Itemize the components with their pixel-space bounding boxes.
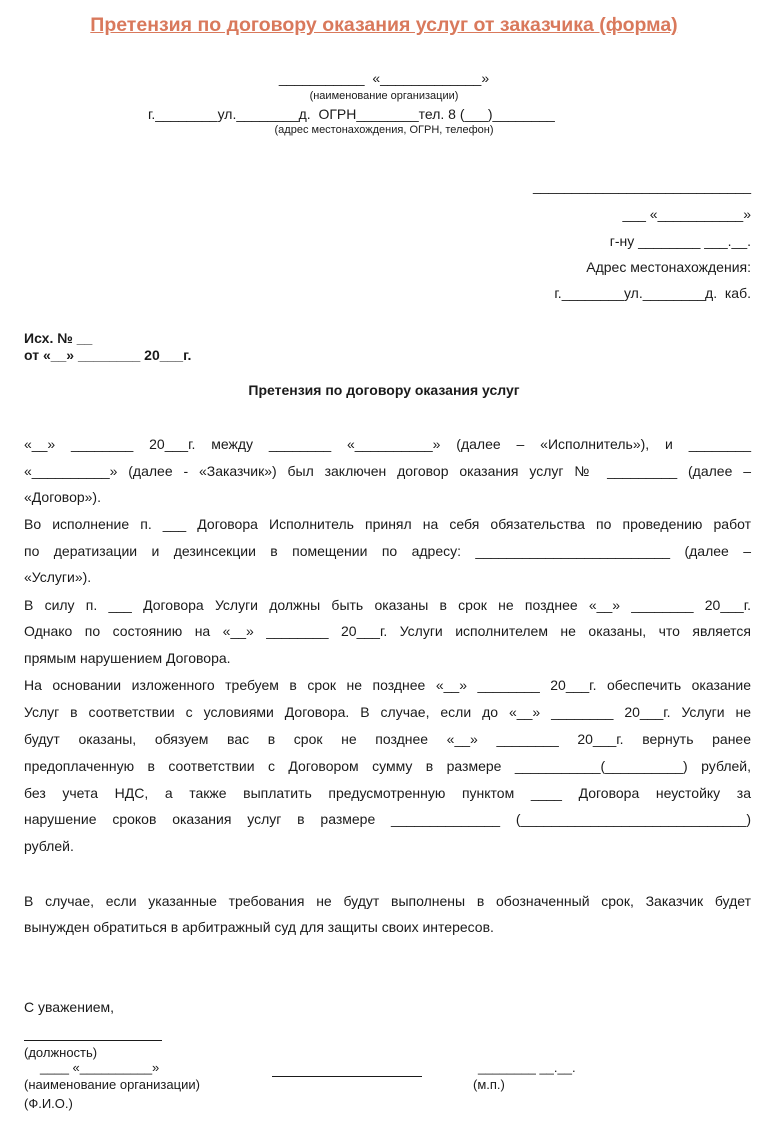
outgoing-date: от «__» ________ 20___г. <box>24 347 192 363</box>
recipient-line-2: ___ «___________» <box>622 206 751 222</box>
paragraph-2-line-1: Во исполнение п. ___ Договора Исполнитель принял на себя обязательства по проведению работ <box>24 516 751 532</box>
outgoing-number: Исх. № __ <box>24 330 93 346</box>
paragraph-4-line-1: На основании изложенного требуем в срок не позднее «__» ________ 20___г. обеспечить оказание <box>24 677 751 693</box>
sender-name-line: ___________ «_____________» <box>278 70 490 86</box>
organization-line: ____ «__________» <box>40 1060 160 1075</box>
paragraph-4-line-3: будут оказаны, обязуем вас в срок не позднее «__» ________ 20___г. вернуть ранее <box>24 731 751 747</box>
paragraph-2-line-3: «Услуги»). <box>24 569 92 585</box>
signature-rule <box>272 1076 422 1077</box>
paragraph-2-line-2: по дератизации и дезинсекции в помещении по адресу: _________________________ (далее – <box>24 543 751 559</box>
position-caption: (должность) <box>24 1045 98 1060</box>
sender-address-line: г.________ул.________д. ОГРН________тел. 8 (___)________ <box>148 106 555 122</box>
paragraph-4-line-6: нарушение сроков оказания услуг в размере ______________ (_____________________________) <box>24 811 751 827</box>
recipient-line-1: ____________________________ <box>532 178 751 194</box>
recipient-line-4: Адрес местонахождения: <box>586 259 751 275</box>
recipient-line-3: г-ну ________ ___.__. <box>609 233 751 249</box>
stamp-caption: (м.п.) <box>473 1077 505 1092</box>
paragraph-4-line-4: предоплаченную в соответствии с Договором сумму в размере ___________(__________) рублей, <box>24 758 751 774</box>
paragraph-3-line-1: В силу п. ___ Договора Услуги должны быть оказаны в срок не позднее «__» ________ 20___г. <box>24 597 751 613</box>
paragraph-1-line-1: «__» ________ 20___г. между ________ «__________» (далее – «Исполнитель»), и ________ <box>24 436 751 452</box>
sender-address-caption: (адрес местонахождения, ОГРН, телефон) <box>274 124 494 136</box>
claim-heading: Претензия по договору оказания услуг <box>248 382 520 398</box>
organization-caption: (наименование организации) <box>24 1077 200 1092</box>
paragraph-3-line-3: прямым нарушением Договора. <box>24 650 231 666</box>
paragraph-5-line-2: вынужден обратиться в арбитражный суд для защиты своих интересов. <box>24 919 494 935</box>
paragraph-1-line-3: «Договор»). <box>24 489 101 505</box>
signature-date-line: ________ __.__. <box>478 1060 576 1075</box>
paragraph-5-line-1: В случае, если указанные требования не будут выполнены в обозначенный срок, Заказчик будет <box>24 893 751 909</box>
position-signature-rule <box>24 1040 162 1041</box>
paragraph-3-line-2: Однако по состоянию на «__» ________ 20___г. Услуги исполнителем не оказаны, что является <box>24 623 751 639</box>
document-title: Претензия по договору оказания услуг от заказчика (форма) <box>90 14 678 36</box>
paragraph-4-line-5: без учета НДС, а также выплатить предусмотренную пунктом ____ Договора неустойку за <box>24 785 751 801</box>
paragraph-1-line-2: «__________» (далее - «Заказчик») был заключен договор оказания услуг № _________ (далее – <box>24 463 751 479</box>
sender-name-caption: (наименование организации) <box>309 90 459 102</box>
recipient-line-5: г.________ул.________д. каб. <box>554 285 751 301</box>
regards-text: С уважением, <box>24 999 115 1015</box>
paragraph-4-line-7: рублей. <box>24 838 74 854</box>
fio-caption: (Ф.И.О.) <box>24 1096 73 1111</box>
paragraph-4-line-2: Услуг в соответствии с условиями Договора. В случае, если до «__» ________ 20___г. Услуги не <box>24 704 751 720</box>
